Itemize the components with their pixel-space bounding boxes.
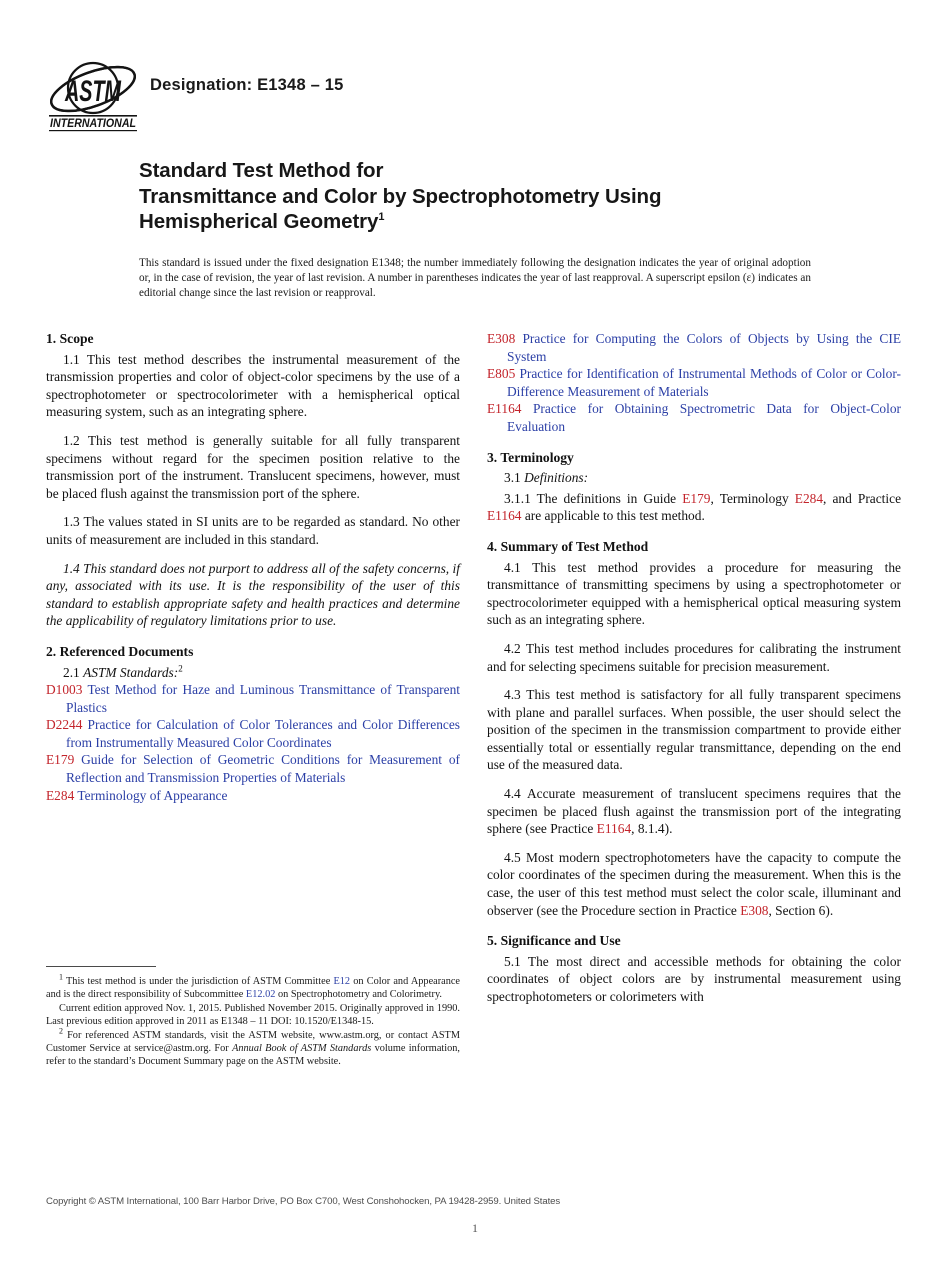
title-line-2: Transmittance and Color by Spectrophotometry Using [139, 184, 662, 208]
cross-reference-e1164[interactable]: E1164 [487, 508, 522, 524]
paragraph-3-1-1 [487, 490, 901, 525]
reference-title[interactable]: Test Method for Haze and Luminous Transmittance of Transparent Plastics [66, 682, 461, 715]
right-column [487, 330, 901, 1006]
reference-title[interactable]: Practice for Calculation of Color Tolerances and Color Differences from Instrumentally Measured Color Coordinates [66, 717, 460, 750]
referenced-documents-list-right [487, 330, 901, 436]
reference-title[interactable]: Practice for Identification of Instrumental Methods of Color or Color-Difference Measurement of Materials [507, 366, 901, 399]
title-line-3 [139, 209, 839, 235]
reference-id[interactable]: E308 [487, 331, 516, 346]
footnote-marker: 1 [59, 972, 63, 982]
footnote-separator-rule [46, 966, 156, 967]
subheading-definitions [487, 469, 901, 487]
section-heading-referenced-documents: 2. Referenced Documents [46, 643, 194, 659]
standard-preamble: This standard is issued under the fixed designation E1348; the number immediately following the designation indicates the year of original adoption or, in the case of revision, the year of last revision. A number in parentheses indicates the year of last reapproval. A superscript epsilon (ε) indicates an editorial change since the last revision or reapproval. [139, 257, 811, 300]
section-heading-terminology: 3. Terminology [487, 449, 574, 465]
section-heading-summary: 4. Summary of Test Method [487, 538, 649, 554]
paragraph-1-4: 1.4 This standard does not purport to address all of the safety concerns, if any, associated with its use. It is the responsibility of the user of this standard to establish appropriate safety and health practices and determine the applicability of regulatory limitations prior to use. [46, 560, 460, 629]
cross-reference-e308[interactable]: E308 [740, 902, 769, 918]
paragraph-4-2: 4.2 This test method includes procedures for calibrating the instrument and for selecting specimens suitable for precision measurement. [487, 640, 901, 674]
svg-text:INTERNATIONAL: INTERNATIONAL [50, 118, 136, 130]
paragraph-4-4 [487, 785, 901, 838]
paragraph-text: 4.4 Accurate measurement of translucent specimens requires that the specimen be placed flush against the transmission port of the integrating sphere (see Practice [487, 786, 901, 837]
footnote-text: For referenced ASTM standards, visit the ASTM website, www.astm.org, or contact ASTM Customer Service at service@astm.org. For [46, 1029, 461, 1055]
footnote-text: This test method is under the jurisdiction of ASTM Committee [66, 976, 334, 987]
paragraph-text: , and Practice [823, 490, 902, 506]
reference-item[interactable] [46, 787, 460, 805]
subcommittee-link-e12-02[interactable]: E12.02 [245, 989, 276, 1001]
copyright-notice: Copyright © ASTM International, 100 Barr Harbor Drive, PO Box C700, West Conshohocken, PA 19428-2959. United States [46, 1196, 561, 1207]
paragraph-text: 3.1.1 The definitions in Guide [504, 490, 683, 506]
footnote-edition-info: Current edition approved Nov. 1, 2015. Published November 2015. Originally approved in 1990. Last previous edition approved in 2011 as E1348 – 11 DOI: 10.1520/E1348-15. [46, 1002, 460, 1028]
title-footnote-marker: 1 [378, 211, 385, 224]
left-column [46, 330, 460, 804]
reference-item[interactable] [487, 365, 901, 400]
reference-item[interactable] [487, 330, 901, 365]
paragraph-1-2: 1.2 This test method is generally suitable for all fully transparent specimens without regard for the specimen position relative to the transmission port of the instrument. Translucent specimens, however, must be placed flush against the transmission port of the sphere. [46, 432, 460, 501]
section-heading-significance: 5. Significance and Use [487, 933, 621, 949]
astm-logo [46, 56, 142, 134]
reference-id[interactable]: E284 [46, 787, 75, 803]
document-title [139, 158, 839, 235]
reference-item[interactable] [46, 681, 460, 716]
referenced-documents-list-left [46, 681, 460, 804]
footnote-text: volume information, refer to the standard’s Document Summary page on the ASTM website. [46, 1043, 460, 1068]
cross-reference-e179[interactable]: E179 [682, 490, 711, 506]
paragraph-text: , 8.1.4). [631, 821, 673, 837]
committee-link-e12[interactable]: E12 [333, 976, 351, 987]
reference-id[interactable]: E179 [46, 752, 75, 768]
paragraph-4-1: 4.1 This test method provides a procedure for measuring the transmittance of transmitting specimens by using a spectrophotometer or spectrocolorimeter equipped with a hemispherical optical measuring system such as an integrating sphere. [487, 559, 901, 628]
subheading-text: ASTM Standards: [83, 664, 179, 680]
document-header [46, 56, 906, 142]
page-number: 1 [472, 1221, 478, 1235]
reference-id[interactable]: D1003 [46, 682, 83, 698]
cross-reference-e1164[interactable]: E1164 [596, 821, 632, 837]
reference-id[interactable]: E805 [487, 366, 516, 382]
subheading-number: 3.1 [504, 470, 521, 486]
paragraph-5-1: 5.1 The most direct and accessible methods for obtaining the color coordinates of object colors are by instrumental measurement using spectrophotometers or colorimeters with [487, 953, 901, 1004]
reference-title[interactable]: Terminology of Appearance [77, 787, 228, 803]
subheading-astm-standards [46, 664, 460, 682]
paragraph-text: 4.5 Most modern spectrophotometers have the capacity to compute the color coordinates of the specimen during the measurement. When this is the case, the user of this test method must select the color scale, illuminant and observer (see the Procedure section in Practice [487, 849, 901, 918]
paragraph-4-5 [487, 849, 901, 919]
reference-title[interactable]: Guide for Selection of Geometric Conditions for Measurement of Reflection and Transmission Properties of Materials [66, 752, 460, 786]
title-line-1: Standard Test Method for [139, 159, 384, 182]
reference-item[interactable] [46, 716, 460, 751]
footnote-italic-title: Annual Book of ASTM Standards [232, 1043, 372, 1055]
svg-text:ASTM: ASTM [64, 75, 122, 108]
cross-reference-e284[interactable]: E284 [794, 490, 824, 506]
paragraph-1-3: 1.3 The values stated in SI units are to be regarded as standard. No other units of measurement are included in this standard. [46, 514, 460, 547]
reference-item[interactable] [46, 751, 460, 786]
reference-id[interactable]: D2244 [46, 717, 83, 733]
reference-title[interactable]: Practice for Obtaining Spectrometric Data for Object-Color Evaluation [507, 401, 901, 434]
footnote-marker: 2 [59, 1026, 63, 1036]
paragraph-text: , Terminology [710, 490, 795, 506]
footnote-text: on Spectrophotometry and Colorimetry. [275, 989, 443, 1001]
reference-id[interactable]: E1164 [487, 401, 522, 417]
subheading-footnote-marker: 2 [178, 663, 183, 674]
footnote-1 [46, 972, 460, 1002]
footnote-2 [46, 1026, 461, 1069]
footnote-text: on Color and Appearance and is the direct responsibility of Subcommittee [46, 976, 460, 1001]
paragraph-1-1: 1.1 This test method describes the instrumental measurement of the transmission properties and color of object-color specimens by the use of a spectrophotometer or spectrocolorimeter with a hemispherical optical measuring system, such as an integrating sphere. [46, 351, 460, 420]
title-line-3-text: Hemispherical Geometry [139, 210, 379, 233]
subheading-number: 2.1 [63, 664, 80, 680]
reference-title[interactable]: Practice for Computing the Colors of Objects by Using the CIE System [507, 331, 901, 364]
subheading-text: Definitions: [524, 470, 589, 486]
reference-item[interactable] [487, 400, 901, 435]
footnotes-block [46, 966, 460, 1069]
paragraph-4-3: 4.3 This test method is satisfactory for all fully transparent specimens with plane and parallel surfaces. When possible, the user should select the position of the specimen in the transmission compartment to provide either essentially total or essentially regular transmittance, depending on the end use of the measured data. [487, 687, 901, 773]
paragraph-text: , Section 6). [768, 902, 834, 918]
paragraph-text: are applicable to this test method. [521, 508, 705, 524]
section-heading-scope: 1. Scope [46, 331, 94, 346]
designation-label: Designation: E1348 – 15 [150, 76, 344, 94]
